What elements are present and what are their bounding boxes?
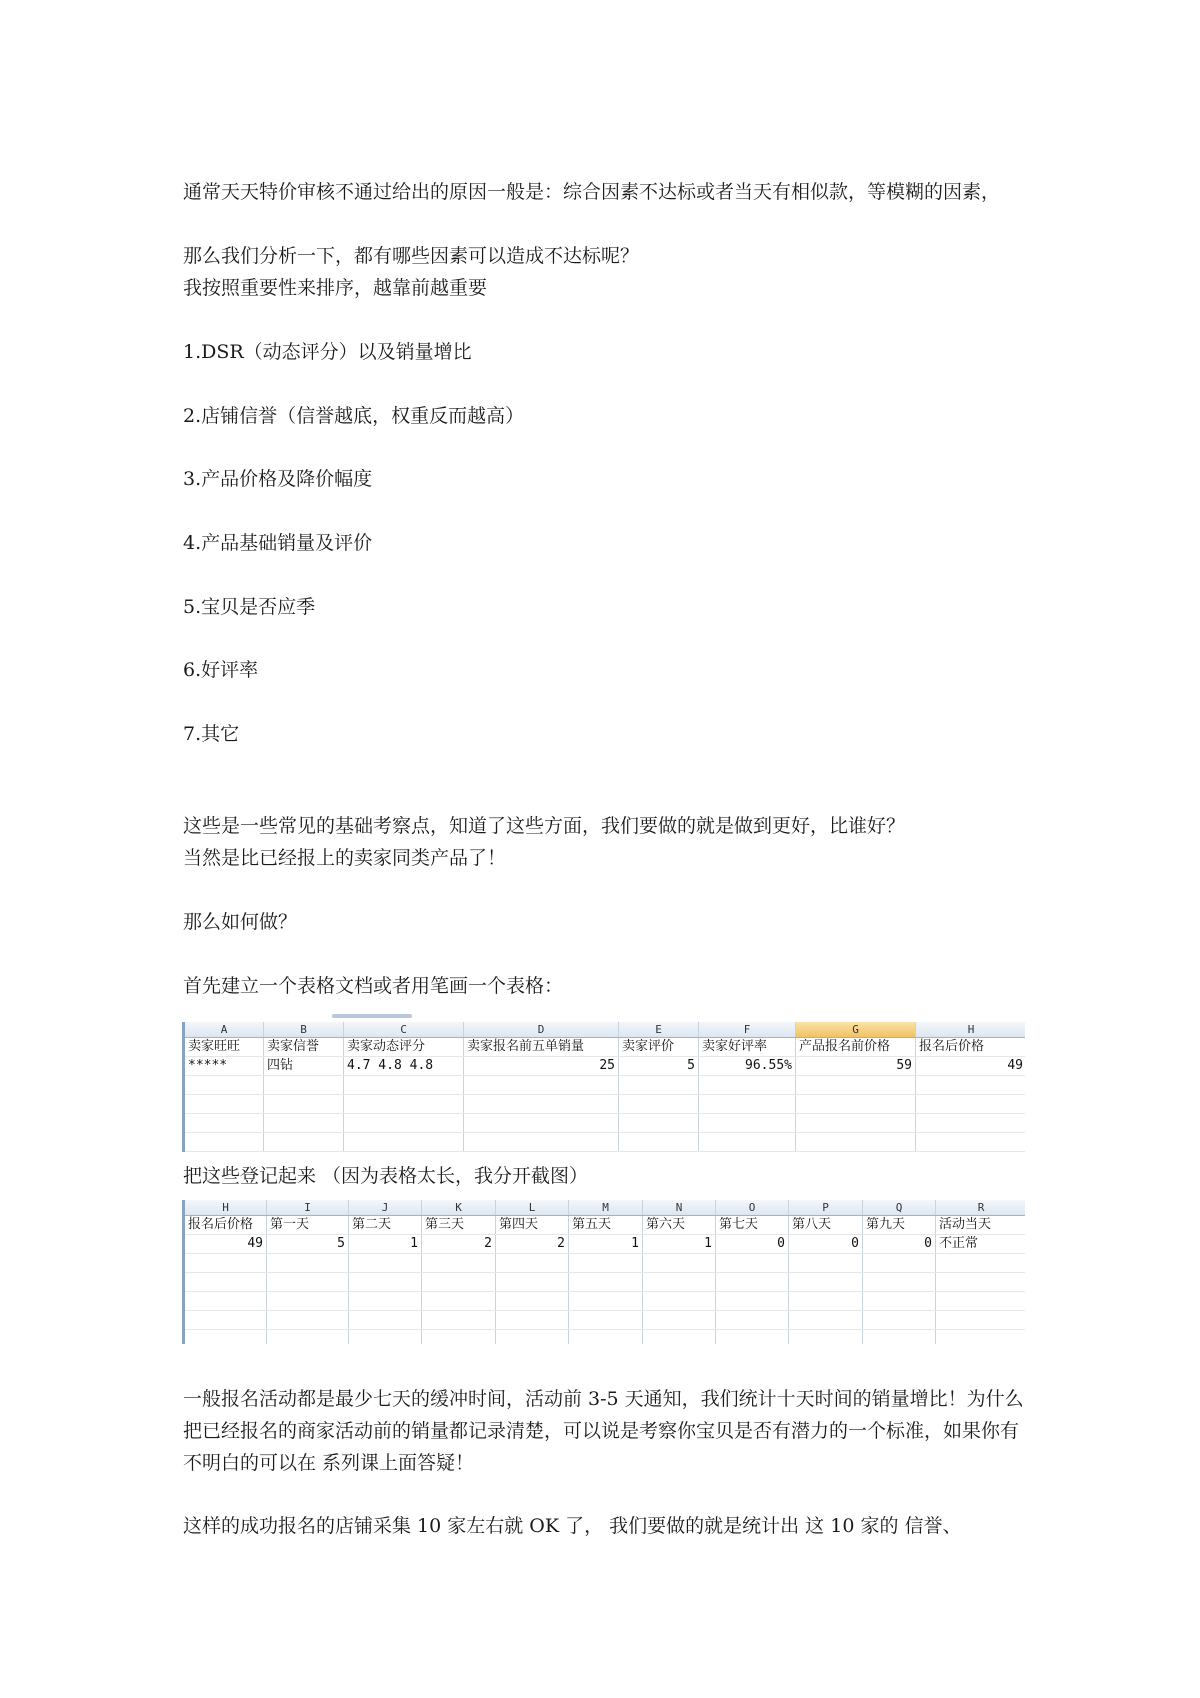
- data-cell: 0: [863, 1235, 936, 1254]
- intro-line-2: 那么我们分析一下，都有哪些因素可以造成不达标呢？: [183, 245, 640, 267]
- column-letter: C: [344, 1022, 464, 1038]
- header-cell: 第六天: [643, 1216, 716, 1235]
- column-letter: J: [349, 1200, 422, 1216]
- data-cell: 0: [716, 1235, 789, 1254]
- empty-row: [184, 1133, 1026, 1152]
- column-letter: H: [916, 1022, 1026, 1038]
- column-letter-selected: G: [796, 1022, 916, 1038]
- data-cell: 5: [619, 1057, 699, 1076]
- table-header-row: [184, 1216, 1026, 1235]
- middle-line-3: 那么如何做？: [183, 911, 298, 933]
- data-cell: 4.7 4.8 4.8: [344, 1057, 464, 1076]
- header-cell: 第九天: [863, 1216, 936, 1235]
- column-letter: F: [699, 1022, 796, 1038]
- spreadsheet-screenshot-2: [182, 1200, 1025, 1344]
- column-letter: A: [184, 1022, 264, 1038]
- column-header-row: [184, 1022, 1026, 1038]
- empty-row: [184, 1095, 1026, 1114]
- header-cell: 卖家评价: [619, 1038, 699, 1057]
- middle-line-4: 首先建立一个表格文档或者用笔画一个表格：: [183, 975, 564, 997]
- column-letter: K: [422, 1200, 496, 1216]
- column-letter: O: [716, 1200, 789, 1216]
- data-cell: 2: [422, 1235, 496, 1254]
- data-cell: 49: [184, 1235, 267, 1254]
- intro-line-3: 我按照重要性来排序，越靠前越重要: [183, 277, 488, 299]
- header-cell: 产品报名前价格: [796, 1038, 916, 1057]
- factor-item-2: 2.店铺信誉（信誉越底，权重反而越高）: [183, 405, 525, 427]
- intro-line-1: 通常天天特价审核不通过给出的原因一般是：综合因素不达标或者当天有相似款，等模糊的因素，: [183, 181, 1001, 203]
- header-cell: 第八天: [789, 1216, 863, 1235]
- column-letter: H: [184, 1200, 267, 1216]
- column-letter: R: [936, 1200, 1026, 1216]
- closing-paragraph-2: 这样的成功报名的店铺采集 10 家左右就 OK 了， 我们要做的就是统计出 这 10 家的 信誉、: [183, 1515, 962, 1537]
- header-cell: 卖家信誉: [264, 1038, 344, 1057]
- header-cell: 卖家旺旺: [184, 1038, 264, 1057]
- header-cell: 第五天: [569, 1216, 643, 1235]
- data-cell: 5: [267, 1235, 349, 1254]
- data-cell: 1: [349, 1235, 422, 1254]
- empty-row: [184, 1292, 1026, 1311]
- column-letter: E: [619, 1022, 699, 1038]
- factor-item-1: 1.DSR（动态评分）以及销量增比: [183, 341, 472, 363]
- data-cell: *****: [184, 1057, 264, 1076]
- middle-line-2: 当然是比已经报上的卖家同类产品了！: [183, 847, 507, 869]
- empty-row: [184, 1273, 1026, 1292]
- data-cell: 59: [796, 1057, 916, 1076]
- table-row: [184, 1057, 1026, 1076]
- data-cell: 1: [569, 1235, 643, 1254]
- toolbar-fragment: [332, 1014, 412, 1018]
- spreadsheet-screenshot-1: [182, 1014, 1025, 1157]
- column-letter: L: [496, 1200, 569, 1216]
- empty-row: [184, 1330, 1026, 1345]
- header-cell: 第二天: [349, 1216, 422, 1235]
- factor-item-4: 4.产品基础销量及评价: [183, 532, 373, 554]
- empty-row: [184, 1114, 1026, 1133]
- column-letter: P: [789, 1200, 863, 1216]
- column-letter: D: [464, 1022, 619, 1038]
- data-cell: 1: [643, 1235, 716, 1254]
- column-letter: B: [264, 1022, 344, 1038]
- header-cell: 第四天: [496, 1216, 569, 1235]
- header-cell: 卖家动态评分: [344, 1038, 464, 1057]
- data-cell: 不正常: [936, 1235, 1026, 1254]
- closing-paragraph-1: 一般报名活动都是最少七天的缓冲时间，活动前 3-5 天通知，我们统计十天时间的销量增比！为什么把已经报名的商家活动前的销量都记录清楚，可以说是考察你宝贝是否有潜力的一个标准，如果你有不明白的可以在 系列课上面答疑！: [183, 1388, 1024, 1474]
- header-cell: 第三天: [422, 1216, 496, 1235]
- column-header-row: [184, 1200, 1026, 1216]
- empty-row: [184, 1076, 1026, 1095]
- middle-line-1: 这些是一些常见的基础考察点，知道了这些方面，我们要做的就是做到更好，比谁好？: [183, 815, 906, 837]
- data-cell: 25: [464, 1057, 619, 1076]
- header-cell: 活动当天: [936, 1216, 1026, 1235]
- table-row: [184, 1235, 1026, 1254]
- data-cell: 0: [789, 1235, 863, 1254]
- header-cell: 报名后价格: [184, 1216, 267, 1235]
- header-cell: 卖家好评率: [699, 1038, 796, 1057]
- header-cell: 第七天: [716, 1216, 789, 1235]
- data-cell: 2: [496, 1235, 569, 1254]
- column-letter: I: [267, 1200, 349, 1216]
- header-cell: 报名后价格: [916, 1038, 1026, 1057]
- spreadsheet-table-2: [182, 1200, 1025, 1344]
- factor-item-6: 6.好评率: [183, 659, 259, 681]
- middle-line-5: 把这些登记起来 （因为表格太长，我分开截图）: [183, 1165, 589, 1187]
- column-letter: M: [569, 1200, 643, 1216]
- data-cell: 四钻: [264, 1057, 344, 1076]
- empty-row: [184, 1254, 1026, 1273]
- data-cell: 49: [916, 1057, 1026, 1076]
- column-letter: N: [643, 1200, 716, 1216]
- spreadsheet-table-1: [182, 1022, 1025, 1152]
- factor-item-7: 7.其它: [183, 723, 240, 745]
- factor-item-5: 5.宝贝是否应季: [183, 596, 316, 618]
- header-cell: 第一天: [267, 1216, 349, 1235]
- factor-item-3: 3.产品价格及降价幅度: [183, 468, 373, 490]
- header-cell: 卖家报名前五单销量: [464, 1038, 619, 1057]
- table-header-row: [184, 1038, 1026, 1057]
- column-letter: Q: [863, 1200, 936, 1216]
- empty-row: [184, 1311, 1026, 1330]
- data-cell: 96.55%: [699, 1057, 796, 1076]
